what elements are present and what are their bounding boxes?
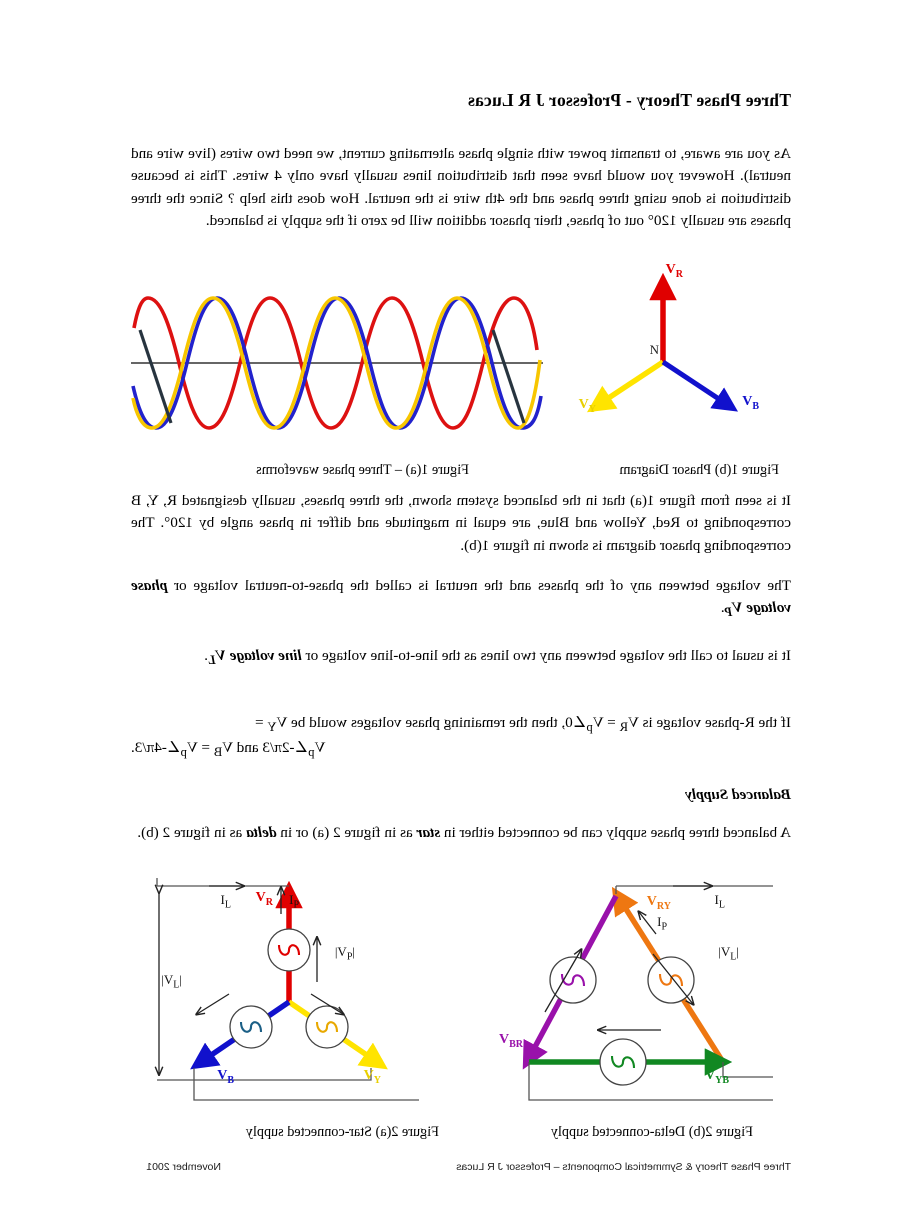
delta-svg — [471, 872, 791, 1120]
line-voltage-term: line voltage $V_L$ — [207, 647, 302, 668]
figure-2b-delta-connected-supply — [471, 872, 791, 1120]
paragraph-balanced-system — [131, 490, 791, 557]
figure-1b-phasor-diagram — [551, 262, 781, 457]
star-label-vl-magnitude: $|V_L|$ — [161, 972, 182, 991]
phasor-label-vr: $V_R$ — [665, 262, 683, 280]
paragraph-intro-text: As you are aware, to transmit power with single phase alternating current, we need two wires (live wire and neutral). However you would have seen that distribution lines usually have only 4 wires. This is because distribution is done using three phase and the 4th wire is the neutral. How does this help ? Since the three phases are usually 120° out of phase, their phasor addition will be zero if the supply is balanced. — [131, 145, 791, 230]
line-voltage-text: It is usual to call the voltage between any two lines as the line-to-line voltage or — [301, 647, 791, 664]
star-label-vy: $V_Y$ — [363, 1068, 381, 1086]
page-title: Three Phase Theory - Professor J R Lucas — [467, 90, 791, 110]
delta-label-ip: $I_P$ — [657, 914, 667, 933]
caption-figure-2a: Figure 2(a) Star-connected supply — [245, 1124, 439, 1140]
wire-y-bottom — [157, 1068, 371, 1080]
caption-figure-1a: Figure 1(a) – Three phase waveforms — [256, 462, 469, 478]
caption-figure-1b: Figure 1(b) Phasor Diagram — [619, 462, 779, 478]
paragraph-star-delta: A balanced three phase supply can be connected either in star as in figure 2 (a) or in delta as in figure 2 (b). — [137, 824, 791, 841]
phasor-vy-arrow — [598, 362, 663, 405]
diagonal-marker-right — [140, 330, 171, 423]
footer-right: November 2001 — [146, 1161, 221, 1173]
heading-balanced-supply: Balanced Supply — [685, 786, 791, 803]
phasor-label-vb: $V_B$ — [742, 394, 759, 412]
paragraph-equation: If the R-phase voltage is $V_R$ = $V_p\angle 0$, then the remaining phase voltages would be $V_Y$ = $V_p\angle-2\pi/3$ and $V_B$ = $V_p\angle-4\pi/3$. — [131, 714, 791, 759]
paragraph-line-voltage: It is usual to call the voltage between any two lines as the line-to-line voltage or line voltage $V_L$. — [204, 647, 791, 668]
star-term: star — [416, 824, 441, 841]
delta-label-vyb: $V_{YB}$ — [704, 1068, 729, 1086]
page-content — [131, 0, 791, 1228]
footer-left: Three Phase Theory & Symmetrical Components – Professor J R Lucas — [456, 1161, 791, 1173]
delta-label-il: $I_L$ — [714, 892, 725, 911]
paragraph-phase-voltage: The voltage between any of the phases and the neutral is called the phase-to-neutral voltage or phase voltage $V_P$. — [131, 577, 791, 620]
phasor-vb-arrow — [663, 362, 728, 405]
caption-figure-2b: Figure 2(b) Delta-connected supply — [550, 1124, 753, 1140]
delta-label-vl-magnitude: $|V_L|$ — [718, 944, 739, 963]
figure-1a-three-phase-waveforms — [131, 268, 543, 458]
delta-label-vbr: $V_{BR}$ — [498, 1032, 523, 1050]
delta-label-vry: $V_{RY}$ — [646, 894, 671, 912]
phase-voltage-text: The voltage between any of the phases and the neutral is called the phase-to-neutral voltage or — [167, 577, 791, 594]
star-label-vr: $V_R$ — [255, 890, 273, 908]
vb-direction-arrow — [197, 994, 229, 1014]
star-label-il: $I_L$ — [220, 892, 231, 911]
star-phase-arrows — [201, 894, 377, 1062]
paragraph-intro — [131, 143, 791, 232]
wire-right-bottom — [529, 1062, 773, 1100]
figure-2a-star-connected-supply — [139, 872, 439, 1120]
phasor-label-neutral: N — [649, 342, 659, 357]
diagonal-marker-left — [493, 330, 524, 423]
wire-left-bottom — [723, 1062, 773, 1077]
phasor-label-vy: $V_Y$ — [578, 397, 596, 415]
paragraph-balanced-system-text: It is seen from figure 1(a) that in the balanced system shown, the three phases, usually designated R, Y, B corresponding to Red, Yellow and Blue, are equal in magnitude and differ in phase angle by 120°. The corresponding phasor diagram is shown in figure 1(b). — [131, 492, 791, 554]
phasor-svg — [551, 262, 781, 457]
star-label-vp-magnitude: $|V_P|$ — [334, 944, 355, 963]
phase-voltage-term: phase voltage $V_P$ — [131, 577, 791, 620]
star-label-vb: $V_B$ — [217, 1068, 234, 1086]
waveform-svg — [131, 268, 543, 458]
delta-term: delta — [246, 824, 277, 841]
star-label-ip: $I_P$ — [289, 892, 299, 911]
delta-source-circles — [550, 957, 694, 1085]
